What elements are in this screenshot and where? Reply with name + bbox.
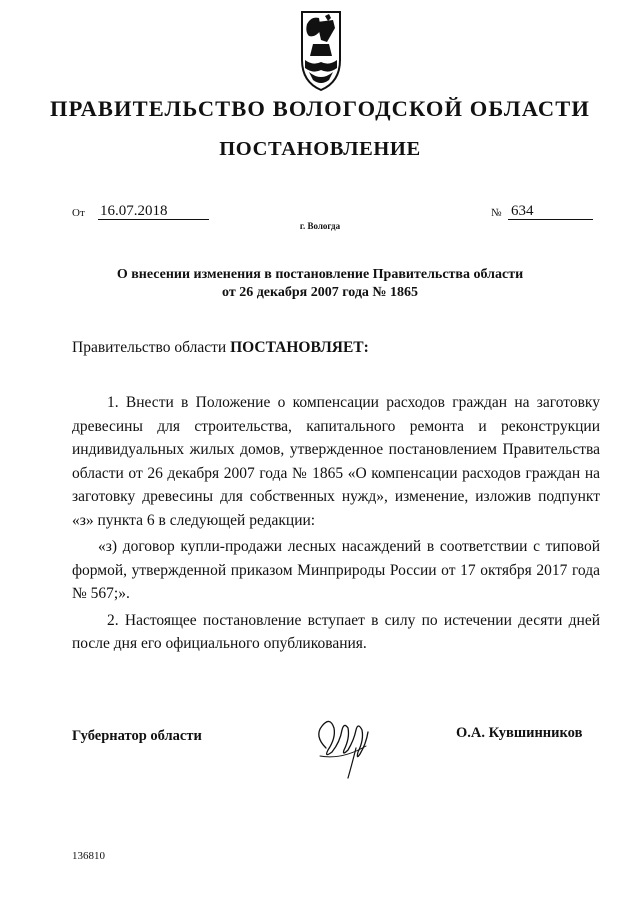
signatory-name: О.А. Кувшинников (456, 725, 583, 741)
preamble (72, 339, 369, 357)
subject-line-2: от 26 декабря 2007 года № 1865 (222, 285, 418, 300)
city: г. Вологда (299, 221, 341, 231)
date-label: От (72, 207, 85, 219)
document-type-heading: ПОСТАНОВЛЕНИЕ (219, 138, 421, 160)
handwritten-signature-icon (312, 708, 372, 780)
subject-line-1: О внесении изменения в постановление Правительства области (116, 267, 524, 282)
document-number: 634 (508, 203, 593, 220)
coat-of-arms-icon (299, 8, 343, 94)
document-code: 136810 (72, 850, 105, 862)
paragraph-quote: «з) договор купли-продажи лесных насаждений в соответствии с типовой формой, утвержденной приказом Минприроды России от 17 октября 2017 года № 567;». (72, 538, 600, 602)
signatory-title: Губернатор области (72, 728, 202, 744)
government-heading: ПРАВИТЕЛЬСТВО ВОЛОГОДСКОЙ ОБЛАСТИ (50, 96, 590, 121)
preamble-text: Правительство области (72, 339, 231, 356)
preamble-decree: ПОСТАНОВЛЯЕТ: (230, 339, 369, 356)
paragraph-1: 1. Внести в Положение о компенсации расходов граждан на заготовку древесины для строительства, капитального ремонта и реконструкции индивидуальных жилых домов, утвержденное постановлением Правительства области от 26 декабря 2007 года № 1865 «О компенсации расходов граждан на заготовку древесины для собственных нужд», изменение, изложив подпункт «з» пункта 6 в следующей редакции: (72, 394, 600, 529)
document-date: 16.07.2018 (98, 203, 209, 220)
document-body (72, 391, 600, 656)
number-label: № (491, 207, 502, 219)
document-subject (80, 266, 560, 302)
paragraph-2: 2. Настоящее постановление вступает в силу по истечении десяти дней после дня его официального опубликования. (72, 611, 600, 652)
